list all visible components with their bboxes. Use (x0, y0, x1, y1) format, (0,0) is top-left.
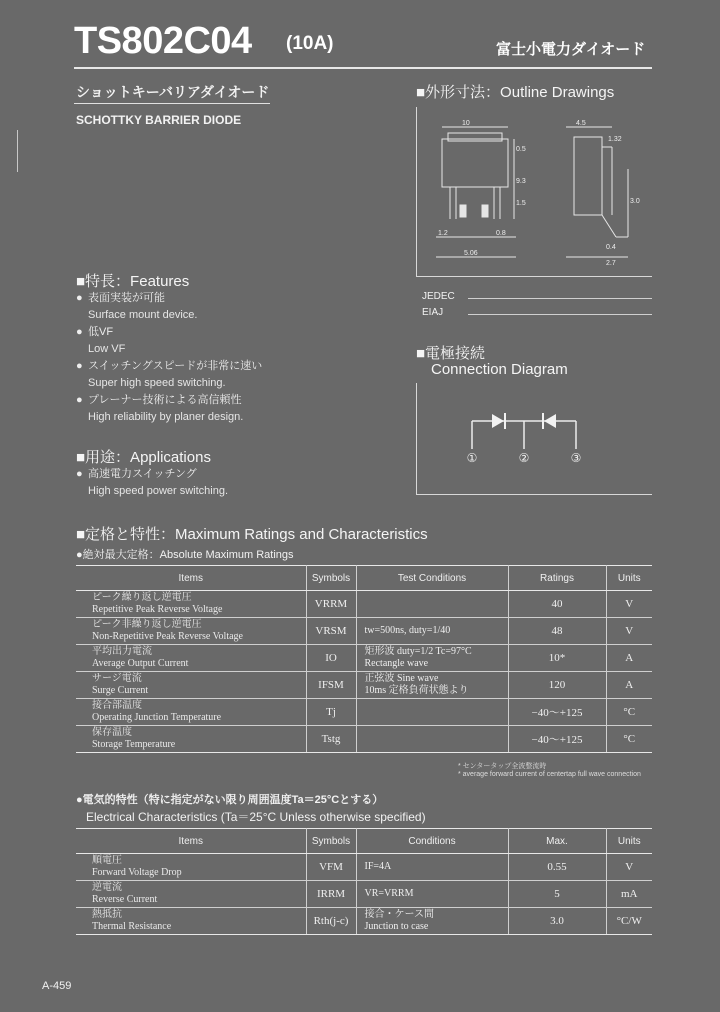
features-heading: ■特長：Features (76, 273, 190, 290)
eiaj-label: EIAJ (422, 307, 444, 318)
feature-item: ● プレーナー技術による高信頼性 (76, 394, 242, 406)
dim-label: 10 (462, 120, 470, 127)
table-row: 逆電流 Reverse Current IRRM VR=VRRM 5 mA (76, 881, 652, 908)
table-row: 順電圧 Forward Voltage Drop VFM IF=4A 0.55 V (76, 854, 652, 881)
dim-label: 1.5 (516, 200, 526, 207)
col-header: Units (606, 566, 652, 591)
package-tab-front (448, 133, 502, 141)
dim-label: 0.5 (516, 146, 526, 153)
feature-item-en: Super high speed switching. (88, 377, 226, 389)
table-row: サージ電流 Surge Current IFSM 正弦波 Sine wave 10ms 定格負荷状態より 120 A (76, 672, 652, 699)
connection-heading-jp: ■電極接続 (416, 345, 486, 362)
package-body-side (574, 137, 602, 215)
registration-mark (17, 130, 18, 172)
abs-max-table (76, 565, 652, 753)
dim-label: 1.2 (438, 230, 448, 237)
col-header: Symbols (306, 566, 356, 591)
jedec-label: JEDEC (422, 291, 455, 302)
eiaj-row (416, 306, 652, 322)
pin-1-label: ① (466, 451, 478, 465)
application-item-en: High speed power switching. (88, 485, 229, 497)
outline-heading: ■外形寸法：Outline Drawings (416, 84, 615, 101)
table-row: ピーク繰り返し逆電圧 Repetitive Peak Reverse Voltage VRRM 40 V (76, 591, 652, 618)
outline-drawing (416, 107, 652, 277)
diode-2-bar (542, 413, 544, 429)
electrical-table (76, 828, 652, 935)
col-header: Ratings (508, 566, 606, 591)
lead-2b (482, 205, 488, 217)
table-row: 平均出力電流 Average Output Current IO 矩形波 duty=1/2 Tc=97°C Rectangle wave 10* A (76, 645, 652, 672)
feature-item: ● 表面実装が可能 (76, 292, 165, 304)
table-row: 保存温度 Storage Temperature Tstg −40～+125 °C (76, 726, 652, 753)
connection-heading-en: Connection Diagram (431, 361, 568, 378)
dim-label: 3.0 (630, 198, 640, 205)
part-rating: (10A) (286, 33, 334, 54)
dim-label: 5.06 (464, 250, 478, 257)
col-header: Items (76, 566, 306, 591)
dim-label: 9.3 (516, 178, 526, 185)
applications-heading: ■用途：Applications (76, 449, 211, 466)
col-header: Items (76, 829, 306, 854)
col-header: Max. (508, 829, 606, 854)
features-list (76, 290, 262, 426)
dim-label: 2.7 (606, 260, 616, 267)
feature-item: ● スイッチングスピードが非常に速い (76, 360, 263, 372)
device-type-en: SCHOTTKY BARRIER DIODE (76, 113, 242, 127)
dim-label: 4.5 (576, 120, 586, 127)
manufacturer-title: 富士小電力ダイオード (496, 41, 646, 58)
feature-item: ● 低VF (76, 326, 114, 338)
jedec-eiaj-table (416, 290, 652, 322)
table-row: 熱抵抗 Thermal Resistance Rth(j-c) 接合・ケース間 Junction to case 3.0 °C/W (76, 908, 652, 935)
device-type-jp: ショットキーバリアダイオード (76, 84, 270, 100)
col-header: Test Conditions (356, 566, 508, 591)
dim-label: 0.4 (606, 244, 616, 251)
dim-label: 0.8 (496, 230, 506, 237)
col-header: Conditions (356, 829, 508, 854)
table-row: 接合部温度 Operating Junction Temperature Tj −40～+125 °C (76, 699, 652, 726)
header-rule (74, 67, 652, 69)
dim-label: 1.32 (608, 136, 622, 143)
table-row: ピーク非繰り返し逆電圧 Non-Repetitive Peak Reverse Voltage VRSM tw=500ns, duty=1/40 48 V (76, 618, 652, 645)
electrical-heading-en: Electrical Characteristics (Ta＝25°C Unless otherwise specified) (86, 810, 426, 824)
connection-diagram (416, 383, 652, 495)
diode-1-bar (504, 413, 506, 429)
ratings-heading: ■定格と特性：Maximum Ratings and Characteristics (76, 526, 428, 543)
device-type-underline (74, 103, 270, 104)
part-number: TS802C04 (74, 20, 252, 62)
col-header: Units (606, 829, 652, 854)
application-item: ● 高速電力スイッチング (76, 468, 197, 480)
ratings-note-en: * average forward current of centertap full wave connection (458, 771, 641, 778)
abs-max-heading: ●絶対最大定格：Absolute Maximum Ratings (76, 549, 294, 561)
electrical-heading-jp: ●電気的特性（特に指定がない限り周囲温度Ta＝25°Cとする） (76, 794, 384, 806)
jedec-row (416, 290, 652, 306)
applications-list (76, 466, 228, 500)
feature-item-en: Surface mount device. (88, 309, 198, 321)
table-header-row (76, 829, 652, 854)
page-number: A-459 (42, 980, 72, 992)
feature-item-en: High reliability by planer design. (88, 411, 244, 423)
ratings-note-jp: * センタータップ全波整流時 (458, 763, 547, 770)
package-body-front (442, 139, 508, 187)
diode-2-icon (544, 414, 556, 428)
col-header: Symbols (306, 829, 356, 854)
feature-item-en: Low VF (88, 343, 126, 355)
table-header-row (76, 566, 652, 591)
pin-3-label: ③ (570, 451, 582, 465)
pin-2-label: ② (518, 451, 530, 465)
side-lead (602, 215, 616, 237)
lead-2 (460, 205, 466, 217)
diode-1-icon (492, 414, 504, 428)
